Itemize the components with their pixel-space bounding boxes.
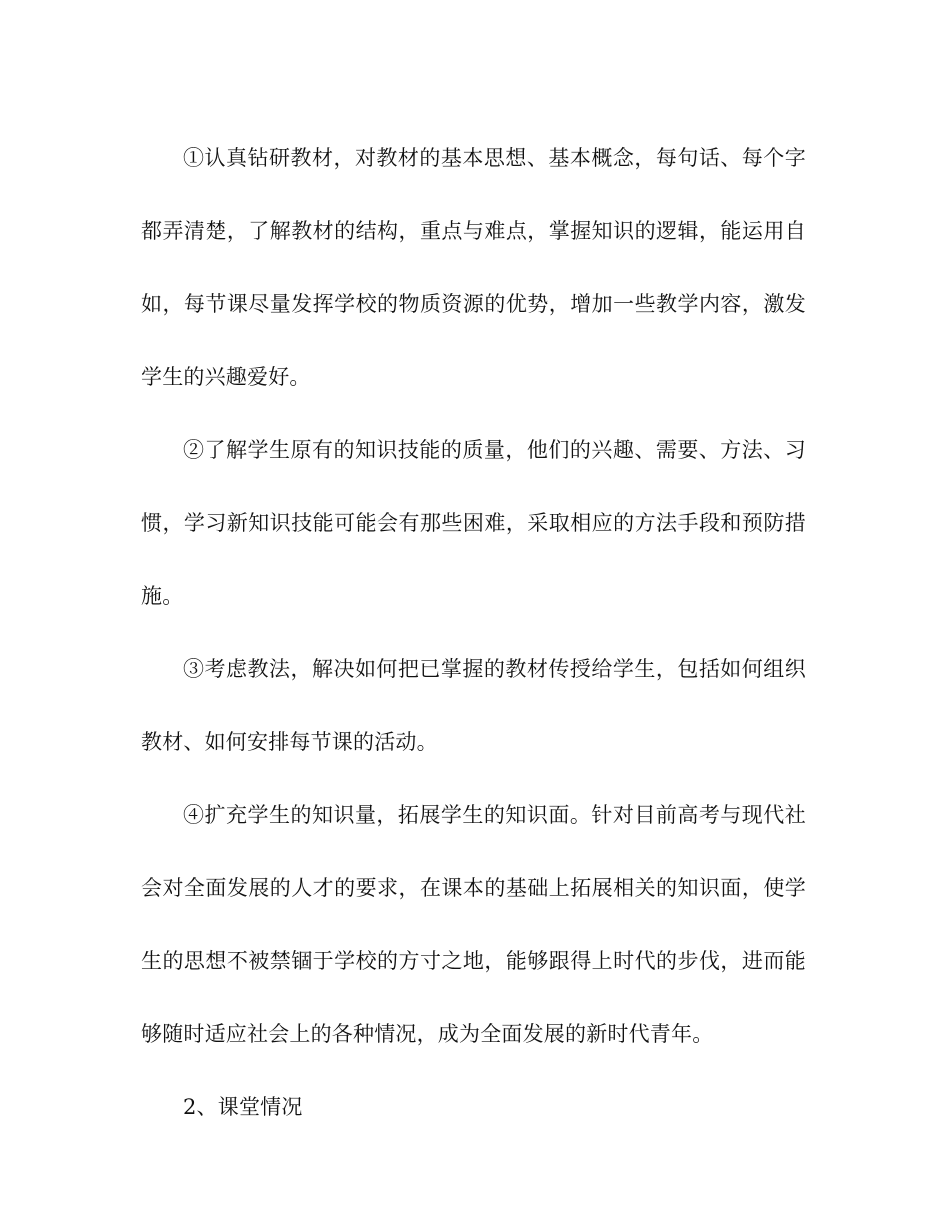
paragraph-1: ①认真钻研教材，对教材的基本思想、基本概念，每句话、每个字都弄清楚，了解教材的结构，重点与难点，掌握知识的逻辑，能运用自如，每节课尽量发挥学校的物质资源的优势，增加一些教学内容，激发学生的兴趣爱好。 [141, 146, 806, 389]
paragraph-2: ②了解学生原有的知识技能的质量，他们的兴趣、需要、方法、习惯，学习新知识技能可能会有那些困难，采取相应的方法手段和预防措施。 [141, 438, 806, 608]
paragraph-4: ④扩充学生的知识量，拓展学生的知识面。针对目前高考与现代社会对全面发展的人才的要求，在课本的基础上拓展相关的知识面，使学生的思想不被禁锢于学校的方寸之地，能够跟得上时代的步伐，进而能够随时适应社会上的各种情况，成为全面发展的新时代青年。 [141, 803, 806, 1046]
paragraph-3: ③考虑教法，解决如何把已掌握的教材传授给学生，包括如何组织教材、如何安排每节课的活动。 [141, 657, 806, 754]
section-heading: 2、课堂情况 [183, 1095, 303, 1119]
document-body [141, 122, 806, 1144]
